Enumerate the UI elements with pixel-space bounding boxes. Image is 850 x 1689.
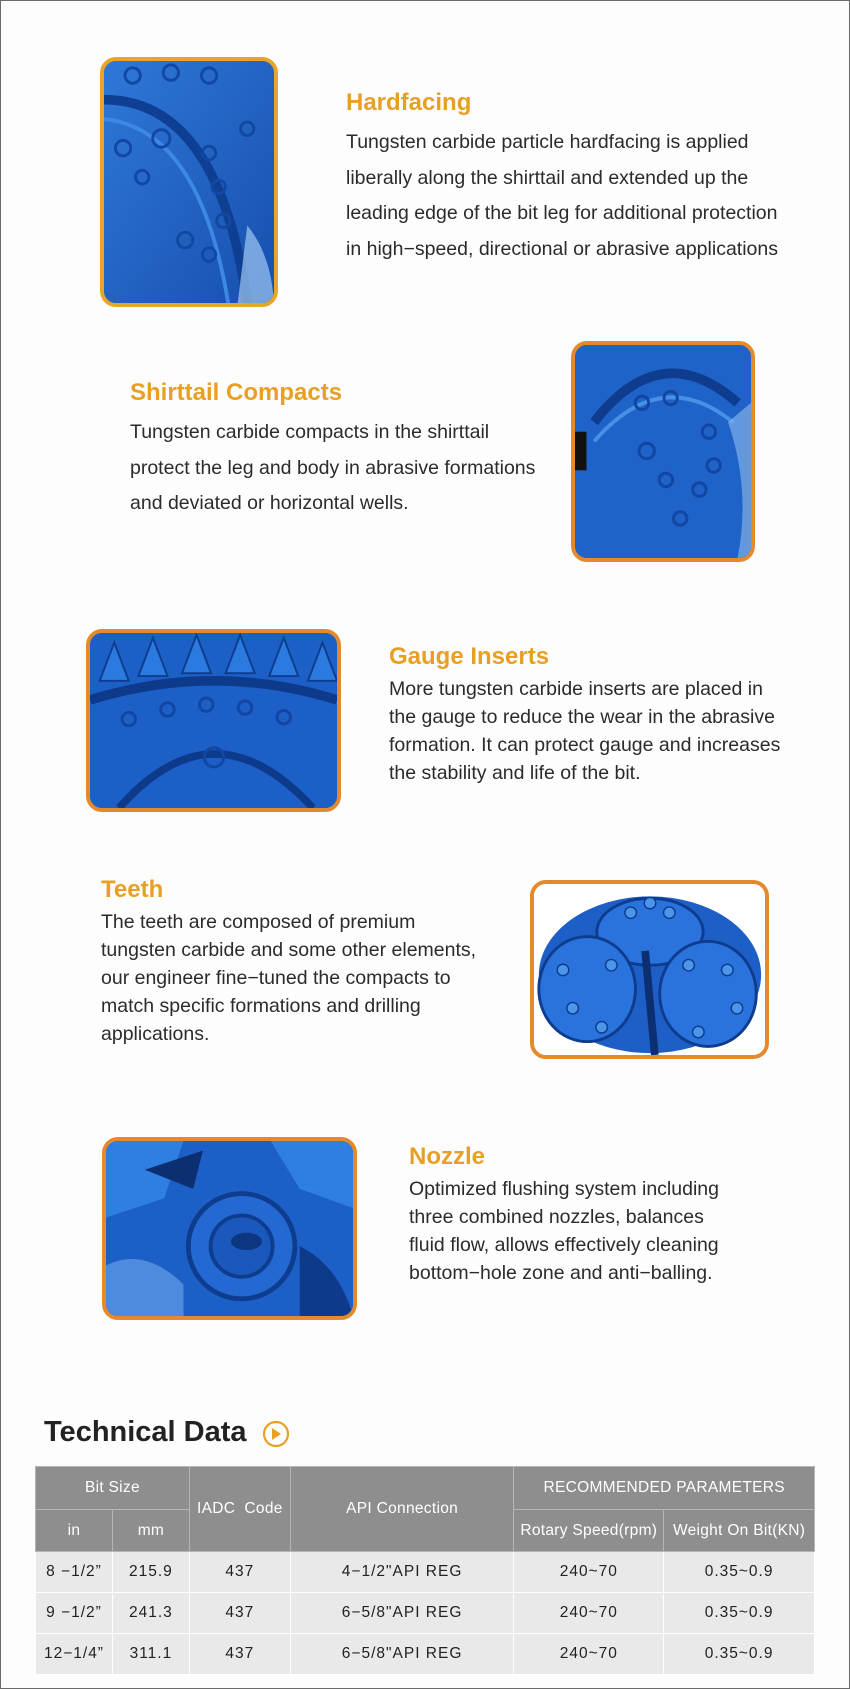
text-line: fluid flow, allows effectively cleaning (409, 1234, 719, 1256)
header-recommended-parameters: RECOMMENDED PARAMETERS (514, 1467, 815, 1510)
cell-in: 8 −1/2” (36, 1552, 113, 1593)
circle-arrow-right-icon (262, 1420, 290, 1448)
shirttail-title: Shirttail Compacts (130, 379, 343, 406)
header-api-connection: API Connection (290, 1467, 514, 1552)
technical-data-title: Technical Data (44, 1416, 247, 1448)
table-row (36, 1634, 815, 1675)
cell-iadc: 437 (189, 1593, 290, 1634)
text-line: the gauge to reduce the wear in the abrasive (389, 706, 775, 728)
text-line: tungsten carbide and some other elements, (101, 939, 477, 961)
gauge-inserts-photo (86, 629, 341, 812)
text-line: formation. It can protect gauge and increases (389, 734, 781, 756)
cell-in: 12−1/4” (36, 1634, 113, 1675)
cell-weight: 0.35~0.9 (664, 1552, 815, 1593)
hardfacing-description (346, 125, 778, 267)
shirttail-photo (571, 341, 755, 562)
header-mm: mm (112, 1510, 189, 1552)
text-line: in high−speed, directional or abrasive applications (346, 237, 778, 260)
cell-api: 4−1/2"API REG (290, 1552, 514, 1593)
nozzle-title: Nozzle (409, 1143, 486, 1170)
shirttail-description (130, 415, 535, 522)
text-line: leading edge of the bit leg for additional protection (346, 202, 778, 224)
cell-weight: 0.35~0.9 (664, 1593, 815, 1634)
text-line: Tungsten carbide compacts in the shirttail (130, 421, 490, 443)
teeth-description (101, 908, 476, 1048)
cell-rotary: 240~70 (514, 1552, 664, 1593)
gauge-inserts-description (389, 675, 780, 787)
text-line: Tungsten carbide particle hardfacing is applied (346, 131, 749, 153)
hardfacing-title: Hardfacing (346, 89, 472, 116)
text-line: Optimized flushing system including (409, 1178, 719, 1200)
header-iadc-code: IADC Code (189, 1467, 290, 1552)
nozzle-photo (102, 1137, 357, 1320)
cell-in: 9 −1/2” (36, 1593, 113, 1634)
cell-rotary: 240~70 (514, 1593, 664, 1634)
text-line: More tungsten carbide inserts are placed in (389, 678, 763, 700)
table-row (36, 1593, 815, 1634)
cell-mm: 311.1 (112, 1634, 189, 1675)
text-line: The teeth are composed of premium (101, 911, 416, 933)
text-line: match specific formations and drilling (101, 995, 421, 1017)
cell-iadc: 437 (189, 1634, 290, 1675)
text-line: bottom−hole zone and anti−balling. (409, 1262, 713, 1284)
cell-api: 6−5/8"API REG (290, 1634, 514, 1675)
cell-mm: 215.9 (112, 1552, 189, 1593)
header-rotary-speed: Rotary Speed(rpm) (514, 1510, 664, 1552)
hardfacing-photo (100, 57, 278, 307)
cell-rotary: 240~70 (514, 1634, 664, 1675)
teeth-photo (530, 880, 769, 1059)
nozzle-description (409, 1175, 719, 1287)
text-line: liberally along the shirttail and extended up the (346, 166, 749, 189)
text-line: the stability and life of the bit. (389, 762, 641, 784)
text-line: and deviated or horizontal wells. (130, 492, 409, 514)
text-line: three combined nozzles, balances (409, 1206, 704, 1228)
text-line: applications. (101, 1023, 210, 1045)
cell-iadc: 437 (189, 1552, 290, 1593)
header-in: in (36, 1510, 113, 1552)
cell-api: 6−5/8"API REG (290, 1593, 514, 1634)
technical-data-table (35, 1466, 815, 1675)
gauge-inserts-title: Gauge Inserts (389, 643, 550, 670)
cell-mm: 241.3 (112, 1593, 189, 1634)
teeth-title: Teeth (101, 876, 164, 903)
text-line: our engineer fine−tuned the compacts to (101, 967, 451, 989)
cell-weight: 0.35~0.9 (664, 1634, 815, 1675)
text-line: protect the leg and body in abrasive formations (130, 456, 536, 479)
header-bit-size: Bit Size (36, 1467, 190, 1510)
table-row (36, 1552, 815, 1593)
header-weight-on-bit: Weight On Bit(KN) (664, 1510, 815, 1552)
